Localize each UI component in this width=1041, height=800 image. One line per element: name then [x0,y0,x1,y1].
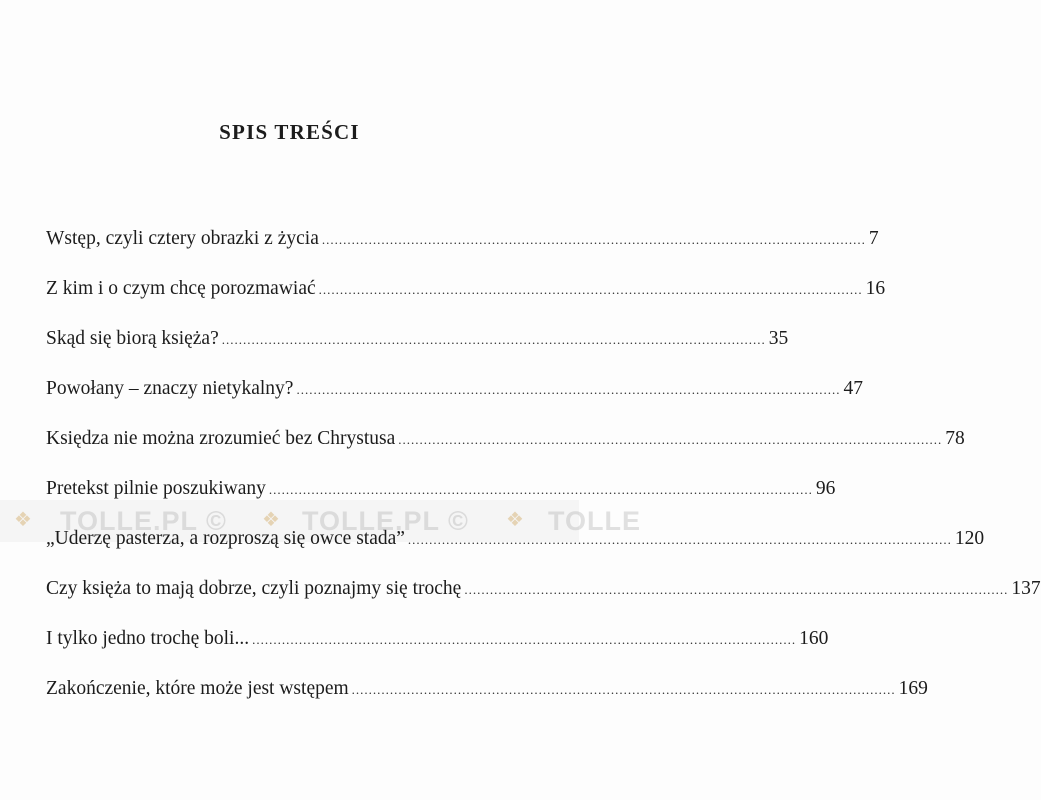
watermark-text: TOLLE.PL © [60,506,227,536]
toc-entry [46,428,965,478]
dot-leader [296,382,840,398]
dot-leader [322,232,866,248]
toc-entry-title: „Uderzę pasterza, a rozproszą się owce stada” [46,528,405,549]
dot-leader [398,432,942,448]
toc-entry-title: Z kim i o czym chcę porozmawiać [46,278,316,299]
toc-entry-page: 160 [799,628,829,649]
book-logo-icon: ❖ [506,509,524,531]
toc-entry [46,628,829,678]
toc-entry [46,328,789,378]
watermark-band [0,500,642,542]
dot-leader [269,482,813,498]
toc-entry [46,578,1041,628]
toc-entry-title: Wstęp, czyli cztery obrazki z życia [46,228,319,249]
toc-entry-page: 7 [868,228,879,249]
toc-entry-page: 96 [815,478,836,499]
toc-entry-page: 78 [945,428,965,449]
dot-leader [319,282,863,298]
toc-entry [46,378,863,428]
toc-entry-title: Pretekst pilnie poszukiwany [46,478,266,499]
toc-entry-page: 169 [898,678,928,699]
watermark-text: TOLLE.PL © [302,506,469,536]
toc-entry [46,678,928,728]
toc-entry-title: Czy księża to mają dobrze, czyli poznajmy się trochę [46,578,462,599]
toc-entry-title: Zakończenie, które może jest wstępem [46,678,349,699]
dot-leader [352,682,896,698]
dot-leader [222,332,766,348]
toc-entry-title: Skąd się biorą księża? [46,328,219,349]
book-logo-icon: ❖ [262,509,280,531]
book-logo-icon: ❖ [14,509,32,531]
toc-entry-title: I tylko jedno trochę boli... [46,628,250,649]
toc-entry-title: Księdza nie można zrozumieć bez Chrystusa [46,428,396,449]
toc-entry-page: 137 [1011,578,1041,599]
toc-entry-page: 47 [843,378,863,399]
toc-entry [46,228,879,278]
toc-entry [46,278,886,328]
watermark-text: TOLLE [548,506,642,536]
dot-leader [464,582,1008,598]
toc-entry-page: 35 [768,328,789,349]
dot-leader [252,632,796,648]
page-title: SPIS TREŚCI [219,120,360,144]
toc-entry-page: 120 [954,528,985,549]
toc-entry-title: Powołany – znaczy nietykalny? [46,378,294,399]
toc-entry-page: 16 [865,278,886,299]
